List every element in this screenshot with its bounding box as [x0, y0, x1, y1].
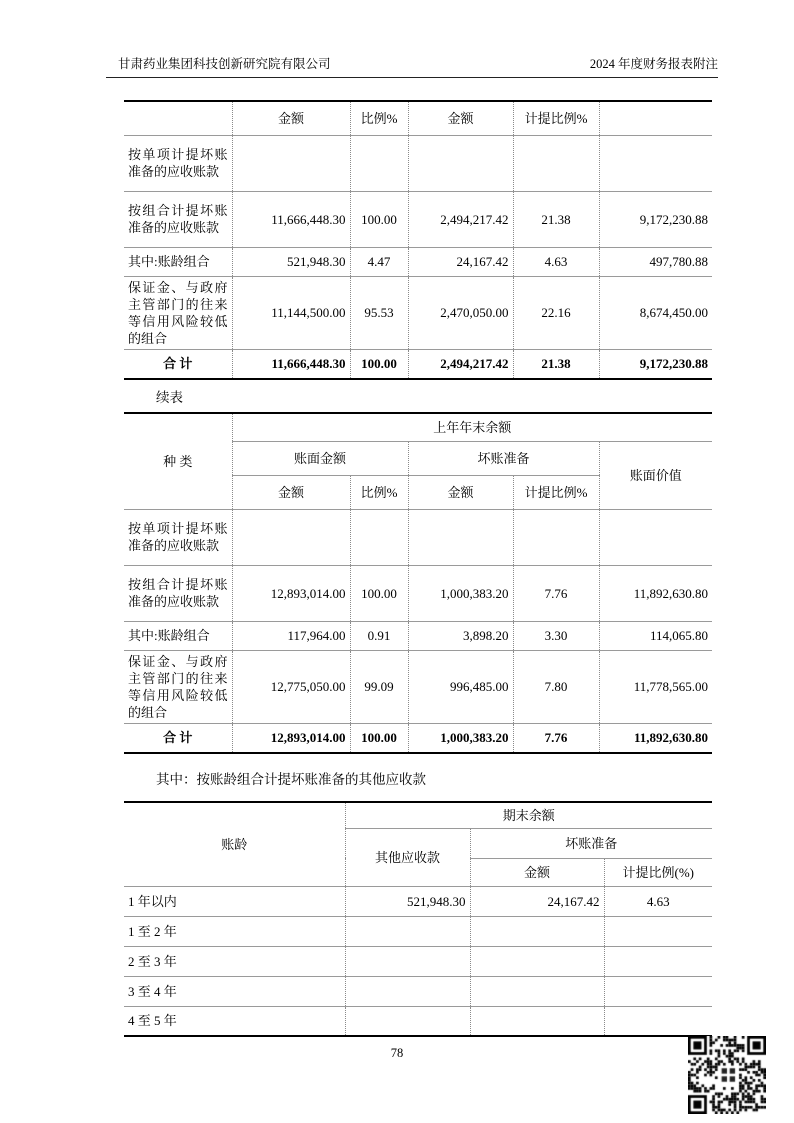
header-cell-empty	[124, 101, 232, 135]
header-cell-period-end-balance: 期末余额	[345, 802, 712, 828]
header-cell-prior-year-balance: 上年年末余额	[232, 413, 712, 441]
cell: 117,964.00	[232, 621, 350, 650]
cell: 100.00	[350, 565, 408, 621]
table-row	[124, 621, 712, 650]
table-row	[124, 135, 712, 191]
cell: 9,172,230.88	[599, 191, 712, 247]
header-cell-provision-ratio: 计提比例%	[513, 101, 599, 135]
cell	[345, 946, 470, 976]
row-label: 3 至 4 年	[124, 976, 345, 1006]
cell	[513, 509, 599, 565]
other-receivables-aging-table	[124, 801, 712, 1037]
cell	[604, 916, 712, 946]
cell: 521,948.30	[345, 886, 470, 916]
cell: 497,780.88	[599, 247, 712, 276]
cell	[345, 1006, 470, 1036]
receivables-prior-year-table	[124, 412, 712, 754]
cell: 3.30	[513, 621, 599, 650]
header-cell-bad-debt-provision: 坏账准备	[470, 828, 712, 858]
aging-note: 其中：按账龄组合计提坏账准备的其他应收款	[156, 772, 426, 787]
row-label: 按组合计提坏账准备的应收账款	[124, 565, 232, 621]
cell: 24,167.42	[408, 247, 513, 276]
page-number: 78	[390, 1046, 404, 1060]
document-header	[106, 54, 718, 78]
cell	[408, 135, 513, 191]
cell: 521,948.30	[232, 247, 350, 276]
header-cell-amount: 金额	[470, 858, 604, 886]
row-label: 保证金、与政府主管部门的往来等信用风险较低的组合	[124, 650, 232, 723]
header-cell-ratio: 比例%	[350, 101, 408, 135]
table-row	[124, 916, 712, 946]
cell	[470, 916, 604, 946]
continuation-label: 续表	[156, 390, 183, 405]
row-label: 2 至 3 年	[124, 946, 345, 976]
cell: 9,172,230.88	[599, 349, 712, 379]
header-cell-aging: 账龄	[124, 802, 345, 886]
report-title: 2024 年度财务报表附注	[589, 57, 718, 71]
cell: 3,898.20	[408, 621, 513, 650]
cell: 21.38	[513, 191, 599, 247]
cell: 7.76	[513, 565, 599, 621]
row-label: 按单项计提坏账准备的应收账款	[124, 509, 232, 565]
table-row	[124, 565, 712, 621]
cell: 2,494,217.42	[408, 191, 513, 247]
table-header-row	[124, 802, 712, 828]
header-cell-book-amount: 账面金额	[232, 441, 408, 475]
table-header-row	[124, 101, 712, 135]
cell: 12,893,014.00	[232, 565, 350, 621]
row-label: 按单项计提坏账准备的应收账款	[124, 135, 232, 191]
cell	[350, 135, 408, 191]
cell: 0.91	[350, 621, 408, 650]
table-row	[124, 276, 712, 349]
header-cell-other-receivables: 其他应收款	[345, 828, 470, 886]
header-cell-bad-debt-provision: 坏账准备	[408, 441, 599, 475]
header-cell-amount: 金额	[408, 101, 513, 135]
row-label: 其中:账龄组合	[124, 621, 232, 650]
row-label-total: 合 计	[124, 723, 232, 753]
cell	[470, 976, 604, 1006]
cell: 12,775,050.00	[232, 650, 350, 723]
cell	[470, 946, 604, 976]
cell	[604, 1006, 712, 1036]
cell: 12,893,014.00	[232, 723, 350, 753]
cell: 11,892,630.80	[599, 565, 712, 621]
page-content	[124, 100, 712, 1037]
cell: 4.47	[350, 247, 408, 276]
company-name: 甘肃药业集团科技创新研究院有限公司	[118, 57, 331, 71]
cell: 22.16	[513, 276, 599, 349]
row-label: 1 年以内	[124, 886, 345, 916]
cell	[604, 946, 712, 976]
cell: 11,666,448.30	[232, 349, 350, 379]
cell: 99.09	[350, 650, 408, 723]
cell	[350, 509, 408, 565]
cell: 100.00	[350, 349, 408, 379]
table-header-row	[124, 413, 712, 441]
cell: 100.00	[350, 723, 408, 753]
header-cell-ratio: 比例%	[350, 475, 408, 509]
cell: 21.38	[513, 349, 599, 379]
table-total-row	[124, 349, 712, 379]
cell: 114,065.80	[599, 621, 712, 650]
cell	[599, 509, 712, 565]
header-cell-amount: 金额	[232, 475, 350, 509]
cell	[599, 135, 712, 191]
table-row	[124, 191, 712, 247]
cell	[604, 976, 712, 1006]
cell	[345, 916, 470, 946]
cell: 11,144,500.00	[232, 276, 350, 349]
row-label: 按组合计提坏账准备的应收账款	[124, 191, 232, 247]
table-row	[124, 650, 712, 723]
row-label: 4 至 5 年	[124, 1006, 345, 1036]
cell: 4.63	[513, 247, 599, 276]
cell: 4.63	[604, 886, 712, 916]
row-label-total: 合 计	[124, 349, 232, 379]
header-cell-amount: 金额	[232, 101, 350, 135]
qr-code-canvas	[688, 1036, 766, 1114]
cell: 11,666,448.30	[232, 191, 350, 247]
cell: 2,470,050.00	[408, 276, 513, 349]
cell: 11,778,565.00	[599, 650, 712, 723]
cell: 24,167.42	[470, 886, 604, 916]
row-label: 保证金、与政府主管部门的往来等信用风险较低的组合	[124, 276, 232, 349]
table-total-row	[124, 723, 712, 753]
cell: 95.53	[350, 276, 408, 349]
table-row	[124, 247, 712, 276]
cell	[232, 135, 350, 191]
header-cell-category: 种 类	[124, 413, 232, 509]
header-cell-provision-ratio: 计提比例%	[513, 475, 599, 509]
cell	[470, 1006, 604, 1036]
cell: 8,674,450.00	[599, 276, 712, 349]
cell	[408, 509, 513, 565]
table-row	[124, 1006, 712, 1036]
receivables-current-period-table	[124, 100, 712, 380]
qr-code	[688, 1036, 766, 1114]
header-cell-empty	[599, 101, 712, 135]
table-row	[124, 886, 712, 916]
cell: 2,494,217.42	[408, 349, 513, 379]
table-row	[124, 976, 712, 1006]
cell: 996,485.00	[408, 650, 513, 723]
cell: 1,000,383.20	[408, 565, 513, 621]
header-cell-book-value: 账面价值	[599, 441, 712, 509]
cell: 11,892,630.80	[599, 723, 712, 753]
table-row	[124, 946, 712, 976]
cell: 7.76	[513, 723, 599, 753]
table-row	[124, 509, 712, 565]
header-cell-amount: 金额	[408, 475, 513, 509]
cell	[232, 509, 350, 565]
cell: 100.00	[350, 191, 408, 247]
header-cell-provision-ratio: 计提比例(%)	[604, 858, 712, 886]
cell: 7.80	[513, 650, 599, 723]
cell	[345, 976, 470, 1006]
row-label: 其中:账龄组合	[124, 247, 232, 276]
cell	[513, 135, 599, 191]
cell: 1,000,383.20	[408, 723, 513, 753]
row-label: 1 至 2 年	[124, 916, 345, 946]
